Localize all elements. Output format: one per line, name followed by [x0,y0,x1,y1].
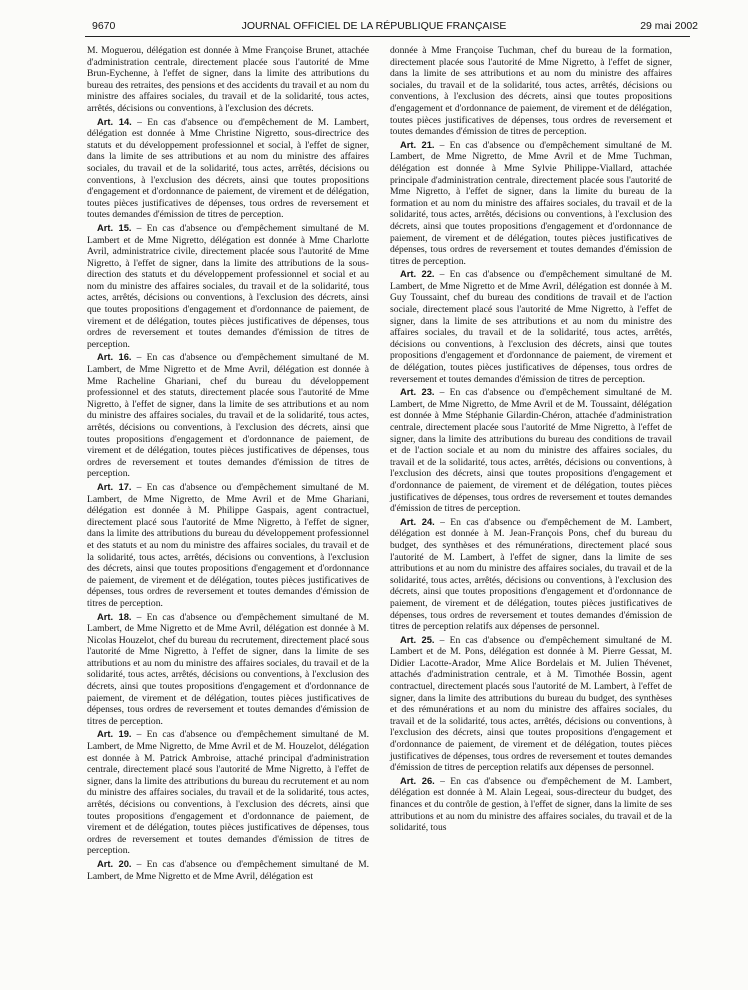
article-number: Art. 18. [97,610,132,622]
article-number: Art. 16. [97,351,132,363]
article-number: Art. 26. [400,774,435,786]
article-text: – En cas d'absence ou d'empêchement simultané de M. Lambert, de Mme Nigretto et de Mme Avril, délégation est donnée à Mme Racheline Ghariani, chef du bureau du développement professionnel et des statuts, directement placée sous l'autorité de Mme Nigretto, à l'effet de signer, dans la limite de ses attributions et au nom du ministre des affaires sociales, du travail et de la solidarité, tous actes, arrêtés, décisions ou conventions, à l'exclusion des décrets, ainsi que toutes propositions d'engagement et d'ordonnance de paiement, de virement et de délégation, toutes pièces justificatives de dépenses, tous ordres de reversement et toutes demandes d'émission de titres de perception. [87,352,369,480]
article-number: Art. 14. [97,115,132,127]
article-text: – En cas d'absence ou d'empêchement simultané de M. Lambert, de Mme Nigretto et de Mme Avril, délégation est [87,858,369,882]
article-paragraph [87,116,369,221]
article-text: – En cas d'absence ou d'empêchement de M. Lambert, délégation est donnée à M. Jean-François Pons, chef du bureau du budget, des synthèses et des rémunérations, directement placé sous l'autorité de M. Lambert, à l'effet de signer, dans la limite de ses attributions et au nom du ministre des affaires sociales, du travail et de la solidarité, tous actes, arrêtés, décisions ou conventions, à l'exclusion des décrets, ainsi que toutes propositions d'engagement et d'ordonnance de paiement, de virement et de délégation, toutes pièces justificatives de dépenses, tous ordres de reversement et toutes demandes d'émission de titres de perception relatifs aux dépenses de personnel. [390,516,672,633]
article-paragraph [87,728,369,857]
article-paragraph [390,268,672,385]
article-text: – En cas d'absence ou d'empêchement simultané de M. Lambert, de Mme Nigretto et de Mme Avril, délégation est donnée à M. Guy Toussaint, chef du bureau des conditions de travail et de l'action sociale, directement placé sous l'autorité de Mme Nigretto, à l'effet de signer, dans la limite de ses attributions et au nom du ministre des affaires sociales, du travail et de la solidarité, tous actes, arrêtés, décisions ou conventions, à l'exclusion des décrets, ainsi que toutes propositions d'engagement et d'ordonnance de paiement, de virement et de délégation, toutes pièces justificatives de dépenses, tous ordres de reversement et toutes demandes d'émission de titres de perception. [390,269,672,385]
article-text: – En cas d'absence ou d'empêchement simultané de M. Lambert et de Mme Nigretto, délégation est donnée à Mme Charlotte Avril, administratrice civile, directement placée sous l'autorité de Mme Nigretto, à l'effet de signer, dans la limite des attributions de la sous-direction des statuts et du développement professionnel et social et au nom du ministre des affaires sociales, du travail et de la solidarité, tous actes, arrêtés, décisions ou conventions, à l'exclusion des décrets, ainsi que toutes propositions d'engagement et d'ordonnance de paiement, de virement et de délégation, toutes pièces justificatives de dépenses, tous ordres de reversement et toutes demandes d'émission de titres de perception. [87,222,369,350]
article-number: Art. 23. [400,386,435,398]
article-paragraph [87,351,369,480]
article-paragraph [87,481,369,610]
article-text: – En cas d'absence ou d'empêchement simultané de M. Lambert, de Mme Nigretto, de Mme Avril et de M. Toussaint, délégation est donnée à Mme Stéphanie Gilardin-Chéron, attachée d'administration centrale, directement placée sous l'autorité de Mme Nigretto, à l'effet de signer, dans la limite des attributions du bureau des conditions de travail et de l'action sociale et au nom du ministre des affaires sociales, du travail et de la solidarité, tous actes, arrêtés, décisions ou conventions, à l'exclusion des décrets, ainsi que toutes propositions d'engagement et d'ordonnance de paiement, de virement et de délégation, toutes pièces justificatives de dépenses, tous ordres de reversement et toutes demandes d'émission de titres de perception. [390,387,672,515]
article-paragraph [390,775,672,834]
article-text: M. Moguerou, délégation est donnée à Mme Françoise Brunet, attachée d'administration centrale, directement placée sous l'autorité de Mme Brun-Eychenne, à l'effet de signer, dans la limite des attributions du bureau des retraites, des pensions et des accidents du travail et au nom du ministre des affaires sociales, du travail et de la solidarité, tous actes, arrêtés, décisions ou conventions, à l'exclusion des décrets. [87,45,369,114]
article-number: Art. 20. [97,857,132,869]
article-paragraph [390,516,672,633]
article-text: – En cas d'absence ou d'empêchement simultané de M. Lambert, de Mme Nigretto, de Mme Avril et de Mme Ghariani, délégation est donnée à M. Philippe Gaspais, agent contractuel, directement placé sous l'autorité de Mme Nigretto, à l'effet de signer, dans la limite des attributions du bureau du développement professionnel et des statuts et au nom du ministre des affaires sociales, du travail et de la solidarité, tous actes, arrêtés, décisions ou conventions, à l'exclusion des décrets, ainsi que toutes propositions d'engagement et d'ordonnance de paiement, de virement et de délégation, toutes pièces justificatives de dépenses, tous ordres de reversement et toutes demandes d'émission de titres de perception. [87,481,369,609]
article-paragraph [390,44,672,138]
article-paragraph [390,386,672,515]
article-text: – En cas d'absence ou d'empêchement de M. Lambert, délégation est donnée à M. Alain Legeai, sous-directeur du budget, des finances et du contrôle de gestion, à l'effet de signer, dans la limite de ses attributions et au nom du ministre des affaires sociales, du travail et de la solidarité, tous [390,775,672,834]
article-text: – En cas d'absence ou d'empêchement simultané de M. Lambert, de Mme Nigretto, de Mme Avril et de M. Houzelot, délégation est donnée à M. Patrick Ambroise, attaché principal d'administration centrale, directement placé sous l'autorité de Mme Nigretto, à l'effet de signer, dans la limite des attributions du bureau du recrutement et au nom du ministre des affaires sociales, du travail et de la solidarité, tous actes, arrêtés, décisions ou conventions, à l'exclusion des décrets, ainsi que toutes propositions d'engagement et d'ordonnance de paiement, de virement et de délégation, toutes pièces justificatives de dépenses, tous ordres de reversement et toutes demandes d'émission de titres de perception. [87,729,369,857]
article-text: – En cas d'absence ou d'empêchement de M. Lambert, délégation est donnée à Mme Christine Nigretto, sous-directrice des statuts et du développement professionnel et social, à l'effet de signer, dans la limite de ses attributions et au nom du ministre des affaires sociales, du travail et de la solidarité, tous actes, arrêtés, décisions ou conventions, à l'exclusion des décrets, ainsi que toutes propositions d'engagement et d'ordonnance de paiement, de virement et de délégation, toutes pièces justificatives de dépenses, tous ordres de reversement et toutes demandes d'émission de titres de perception. [87,116,369,221]
article-text: – En cas d'absence ou d'empêchement simultané de M. Lambert, de Mme Nigretto, de Mme Avril et de Mme Tuchman, délégation est donnée à Mme Sylvie Philippe-Viallard, attachée principale d'administration centrale, directement placée sous l'autorité de Mme Nigretto, à l'effet de signer, dans la limite du bureau de la formation et au nom du ministre des affaires sociales, du travail et de la solidarité, tous actes, arrêtés, décisions ou conventions, à l'exclusion des décrets, ainsi que toutes propositions d'engagement et d'ordonnance de paiement, de virement et de délégation, toutes pièces justificatives de dépenses, tous ordres de reversement et toutes demandes d'émission de titres de perception. [390,139,672,267]
page-number: 9670 [92,20,116,32]
article-number: Art. 19. [97,728,132,740]
article-number: Art. 15. [97,221,132,233]
article-number: Art. 24. [400,515,435,527]
article-number: Art. 17. [97,480,132,492]
article-text: – En cas d'absence ou d'empêchement simultané de M. Lambert et de M. Pons, délégation est donnée à M. Pierre Gessat, M. Didier Lacotte-Arador, Mme Alice Bordelais et M. Julien Thévenet, attachés d'administration centrale, et à M. Timothée Bossin, agent contractuel, directement placés sous l'autorité de M. Lambert, à l'effet de signer, dans la limite des attributions du bureau du budget, des synthèses et des rémunérations et au nom du ministre des affaires sociales, du travail et de la solidarité, tous actes, arrêtés, décisions ou conventions, à l'exclusion des décrets, ainsi que toutes propositions d'engagement et d'ordonnance de paiement, de virement et de délégation, toutes pièces justificatives de dépenses, tous ordres de reversement et toutes demandes d'émission de titres de perception relatifs aux dépenses de personnel. [390,634,672,774]
left-column [87,44,369,883]
article-number: Art. 21. [400,138,435,150]
article-paragraph [87,858,369,882]
publication-date: 29 mai 2002 [640,20,698,32]
article-number: Art. 25. [400,633,435,645]
page-header [0,19,748,33]
journal-title: JOURNAL OFFICIEL DE LA RÉPUBLIQUE FRANÇAISE [241,20,507,32]
header-rule [85,36,690,37]
article-paragraph [390,634,672,774]
article-text: donnée à Mme Françoise Tuchman, chef du bureau de la formation, directement placée sous l'autorité de Mme Nigretto, à l'effet de signer, dans la limite de ses attributions et au nom du ministre des affaires sociales, du travail et de la solidarité, tous actes, arrêtés, décisions ou conventions, à l'exclusion des décrets, ainsi que toutes propositions d'engagement et d'ordonnance de paiement, de virement et de délégation, toutes pièces justificatives de dépenses, tous ordres de reversement et toutes demandes d'émission de titres de perception. [390,45,672,138]
article-number: Art. 22. [400,268,435,280]
article-paragraph [390,139,672,268]
article-paragraph [87,222,369,351]
article-paragraph [87,44,369,115]
article-text: – En cas d'absence ou d'empêchement simultané de M. Lambert, de Mme Nigretto et de Mme Avril, délégation est donnée à M. Nicolas Houzelot, chef du bureau du recrutement, directement placé sous l'autorité de Mme Nigretto, à l'effet de signer, dans la limite de ses attributions et au nom du ministre des affaires sociales, du travail et de la solidarité, tous actes, arrêtés, décisions ou conventions, à l'exclusion des décrets, ainsi que toutes propositions d'engagement et d'ordonnance de paiement, de virement et de délégation, toutes pièces justificatives de dépenses, tous ordres de reversement et toutes demandes d'émission de titres de perception. [87,611,369,727]
right-column [390,44,672,835]
article-paragraph [87,611,369,728]
